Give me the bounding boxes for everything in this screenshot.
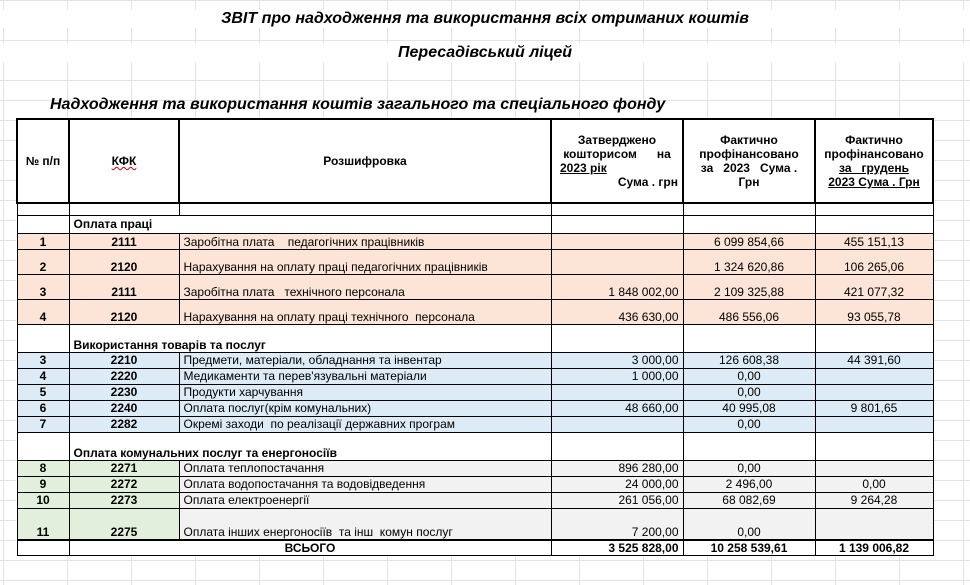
row-approved: 1 848 002,00 — [551, 274, 683, 299]
row-number: 1 — [17, 233, 69, 249]
section-cell — [815, 432, 933, 460]
section-row-utilities — [17, 432, 933, 460]
section-row-salary — [17, 215, 933, 233]
row-financed: 0,00 — [683, 368, 815, 384]
row-kfk: 2271 — [69, 460, 179, 476]
section-subtitle: Надходження та використання коштів загального та спеціального фонду — [50, 96, 666, 113]
row-approved — [551, 384, 683, 400]
row-description: Заробітна плата педагогічних працівників — [179, 233, 551, 249]
total-financed: 10 258 539,61 — [683, 540, 815, 556]
row-december: 9 264,28 — [815, 492, 933, 508]
row-kfk: 2282 — [69, 416, 179, 432]
row-description: Предмети, матеріали, обладнання та інвентар — [179, 352, 551, 368]
december-year: 2023 Сума . Грн — [828, 175, 920, 189]
table-row — [17, 352, 933, 368]
row-number: 4 — [17, 368, 69, 384]
row-number: 10 — [17, 492, 69, 508]
row-approved: 261 056,00 — [551, 492, 683, 508]
row-december — [815, 368, 933, 384]
december-line-4 — [820, 175, 928, 189]
report-table — [16, 118, 934, 556]
row-kfk: 2275 — [69, 508, 179, 540]
row-approved: 24 000,00 — [551, 476, 683, 492]
row-financed: 68 082,69 — [683, 492, 815, 508]
row-financed: 126 608,38 — [683, 352, 815, 368]
section-utilities-label: Оплата комунальних послуг та енергоносіїв — [69, 432, 551, 460]
institution-name-text: Пересадівський ліцей — [398, 44, 572, 61]
row-approved: 436 630,00 — [551, 299, 683, 324]
row-description: Окремі заходи по реалізації державних програм — [179, 416, 551, 432]
section-cell — [551, 215, 683, 233]
financed-line-4: Грн — [738, 175, 760, 189]
table-row — [17, 274, 933, 299]
col-header-desc: Розшифровка — [179, 119, 551, 203]
row-description: Заробітна плата технічного персонала — [179, 274, 551, 299]
financed-line-1: Фактично — [720, 133, 778, 147]
row-december: 44 391,60 — [815, 352, 933, 368]
spacer-cell — [179, 203, 551, 215]
table-row — [17, 299, 933, 324]
table-row — [17, 508, 933, 540]
row-financed: 0,00 — [683, 416, 815, 432]
december-line-2: профінансовано — [824, 147, 924, 161]
spacer-cell — [683, 203, 815, 215]
row-number: 5 — [17, 384, 69, 400]
table-row — [17, 492, 933, 508]
total-label: ВСЬОГО — [69, 540, 551, 556]
row-description: Оплата послуг(крім комунальних) — [179, 400, 551, 416]
row-kfk: 2230 — [69, 384, 179, 400]
section-goods-label: Використання товарів та послуг — [69, 324, 551, 352]
total-december: 1 139 006,82 — [815, 540, 933, 556]
row-december: 455 151,13 — [815, 233, 933, 249]
section-cell — [815, 324, 933, 352]
table-row — [17, 476, 933, 492]
row-financed: 486 556,06 — [683, 299, 815, 324]
row-number: 9 — [17, 476, 69, 492]
row-kfk: 2273 — [69, 492, 179, 508]
row-description: Нарахування на оплату праці технічного персонала — [179, 299, 551, 324]
approved-line-4: Сума . грн — [617, 175, 678, 189]
spacer-cell — [551, 203, 683, 215]
row-kfk: 2210 — [69, 352, 179, 368]
section-cell — [17, 324, 69, 352]
approved-line-1: Затверджено — [577, 133, 657, 147]
section-cell — [17, 432, 69, 460]
report-title-text: ЗВІТ про надходження та використання всіх отриманих коштів — [221, 10, 749, 27]
row-description: Оплата електроенергії — [179, 492, 551, 508]
spacer-cell — [815, 203, 933, 215]
row-kfk: 2220 — [69, 368, 179, 384]
table-row — [17, 249, 933, 274]
table-row — [17, 460, 933, 476]
row-number: 7 — [17, 416, 69, 432]
row-financed: 0,00 — [683, 384, 815, 400]
row-financed: 2 109 325,88 — [683, 274, 815, 299]
row-number: 2 — [17, 249, 69, 274]
row-kfk: 2111 — [69, 233, 179, 249]
row-approved — [551, 416, 683, 432]
row-description: Оплата водопостачання та водовідведення — [179, 476, 551, 492]
col-header-approved — [551, 119, 683, 203]
row-description: Медикаменти та перев'язувальні матеріали — [179, 368, 551, 384]
table-row — [17, 368, 933, 384]
row-december — [815, 460, 933, 476]
section-cell — [17, 215, 69, 233]
row-description: Нарахування на оплату праці педагогічних працівників — [179, 249, 551, 274]
row-kfk: 2240 — [69, 400, 179, 416]
col-header-financed — [683, 119, 815, 203]
row-approved: 48 660,00 — [551, 400, 683, 416]
row-december: 93 055,78 — [815, 299, 933, 324]
row-approved: 7 200,00 — [551, 508, 683, 540]
section-cell — [551, 324, 683, 352]
table-row — [17, 416, 933, 432]
financed-line-2: профінансовано — [699, 147, 799, 161]
row-december: 106 265,06 — [815, 249, 933, 274]
report-title — [0, 10, 970, 28]
row-december: 421 077,32 — [815, 274, 933, 299]
row-number: 3 — [17, 352, 69, 368]
section-row-goods — [17, 324, 933, 352]
row-financed: 2 496,00 — [683, 476, 815, 492]
section-cell — [551, 432, 683, 460]
row-december: 9 801,65 — [815, 400, 933, 416]
total-row — [17, 540, 933, 556]
row-financed: 0,00 — [683, 508, 815, 540]
row-number: 4 — [17, 299, 69, 324]
section-cell — [683, 215, 815, 233]
approved-line-3: 2023 рік — [560, 161, 607, 175]
row-december: 0,00 — [815, 476, 933, 492]
spacer-cell — [69, 203, 179, 215]
header-row — [17, 119, 933, 203]
row-approved — [551, 249, 683, 274]
financed-line-3: за 2023 Сума . — [700, 161, 798, 175]
december-line-3: за грудень — [839, 161, 909, 175]
row-description: Оплата інших енергоносіїв та інш комун послуг — [179, 508, 551, 540]
row-kfk: 2111 — [69, 274, 179, 299]
table-body — [17, 215, 933, 556]
col-header-december — [815, 119, 933, 203]
row-number: 8 — [17, 460, 69, 476]
row-financed: 40 995,08 — [683, 400, 815, 416]
row-kfk: 2120 — [69, 249, 179, 274]
total-cell — [17, 540, 69, 556]
row-description: Продукти харчування — [179, 384, 551, 400]
row-approved: 3 000,00 — [551, 352, 683, 368]
table-row — [17, 233, 933, 249]
table-row — [17, 400, 933, 416]
row-financed: 0,00 — [683, 460, 815, 476]
section-cell — [683, 324, 815, 352]
row-number: 11 — [17, 508, 69, 540]
row-approved — [551, 233, 683, 249]
kfk-header-text: КФК — [111, 154, 137, 168]
row-description: Оплата теплопостачання — [179, 460, 551, 476]
col-header-num: № п/п — [17, 119, 69, 203]
row-december — [815, 416, 933, 432]
section-salary-label: Оплата праці — [69, 215, 551, 233]
table-row — [17, 384, 933, 400]
row-number: 3 — [17, 274, 69, 299]
row-december — [815, 384, 933, 400]
row-approved: 1 000,00 — [551, 368, 683, 384]
row-kfk: 2120 — [69, 299, 179, 324]
total-approved: 3 525 828,00 — [551, 540, 683, 556]
row-december — [815, 508, 933, 540]
row-financed: 1 324 620,86 — [683, 249, 815, 274]
col-header-kfk — [69, 119, 179, 203]
row-approved: 896 280,00 — [551, 460, 683, 476]
spacer-cell — [17, 203, 69, 215]
institution-name — [0, 44, 970, 62]
approved-line-2: кошторисом на — [563, 147, 671, 161]
section-cell — [815, 215, 933, 233]
row-number: 6 — [17, 400, 69, 416]
december-line-1: Фактично — [845, 133, 903, 147]
section-cell — [683, 432, 815, 460]
row-kfk: 2272 — [69, 476, 179, 492]
row-financed: 6 099 854,66 — [683, 233, 815, 249]
spacer-row — [17, 203, 933, 215]
